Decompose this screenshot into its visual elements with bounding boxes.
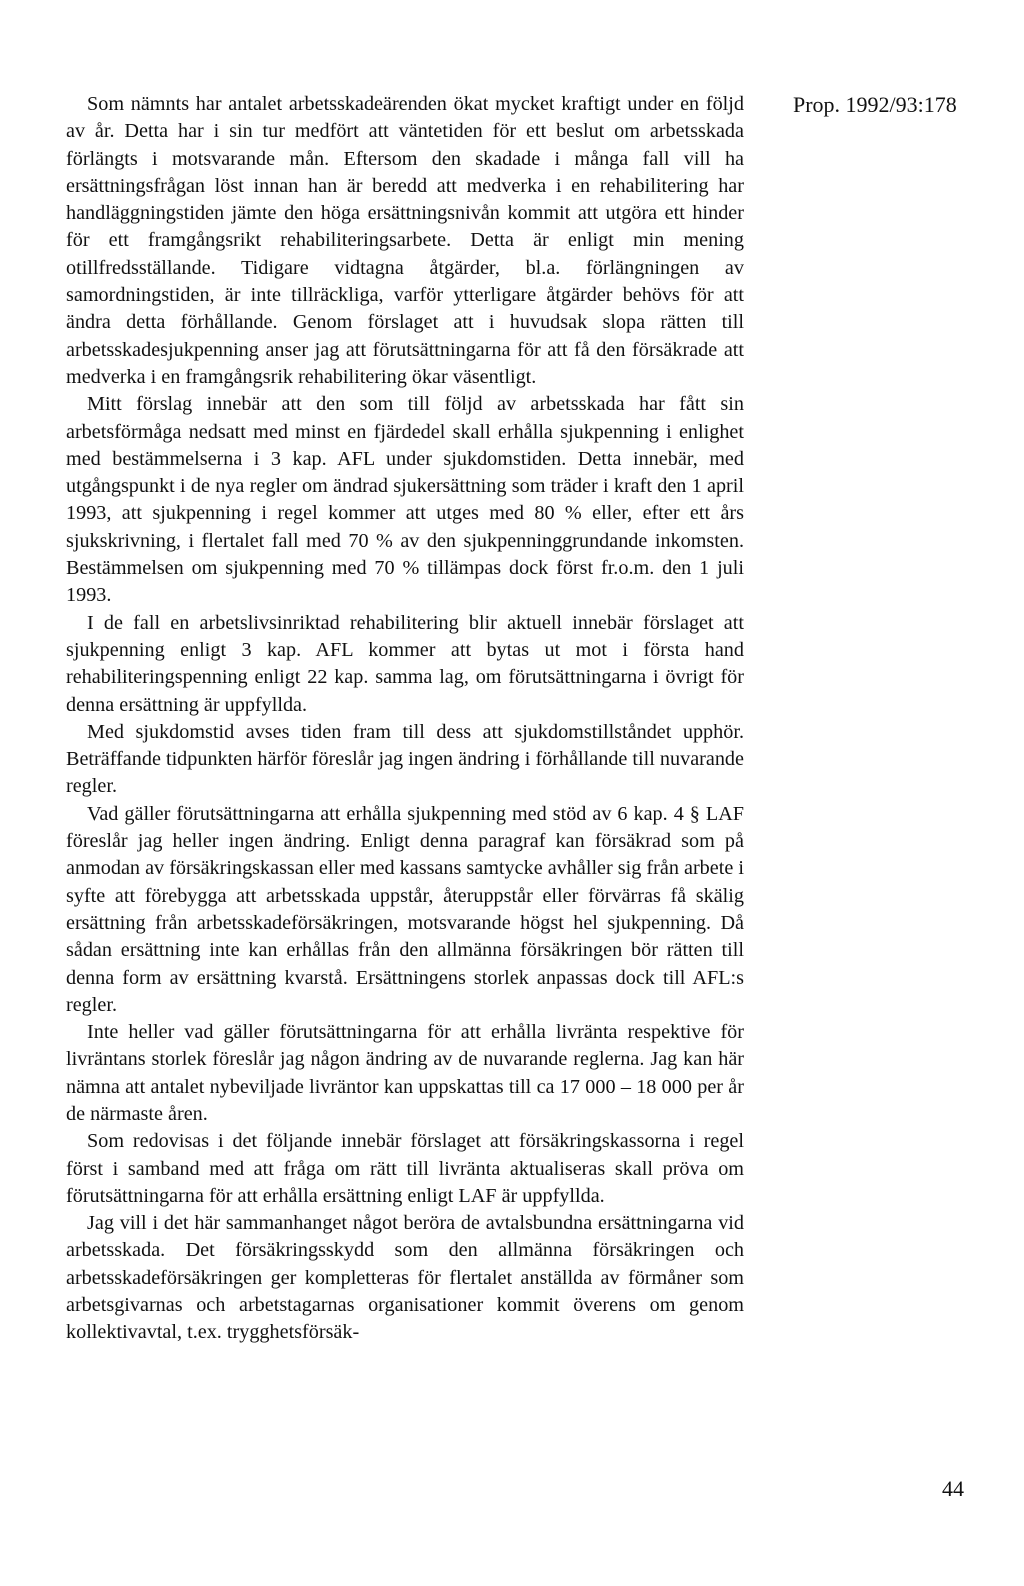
body-text <box>66 91 744 1347</box>
page-number: 44 <box>942 1476 964 1501</box>
proposition-reference: Prop. 1992/93:178 <box>793 92 957 117</box>
paragraph: I de fall en arbetslivsinriktad rehabilitering blir aktuell innebär förslaget att sjukpenning enligt 3 kap. AFL kommer att bytas ut mot i första hand rehabiliteringspenning enligt 22 kap. samma lag, om förutsättningarna i övrigt för denna ersättning är uppfyllda. <box>66 611 744 716</box>
paragraph: Jag vill i det här sammanhanget något beröra de avtalsbundna ersättningarna vid arbetsskada. Det försäkringsskydd som den allmänna försäkringen och arbetsskadeförsäkringen ger kompletteras för flertalet anställda av förmåner som arbetsgivarnas och arbetstagarnas organisationer kommit överens om genom kollektivavtal, t.ex. trygghetsförsäk- <box>66 1212 744 1344</box>
paragraph: Vad gäller förutsättningarna att erhålla sjukpenning med stöd av 6 kap. 4 § LAF föreslår jag heller ingen ändring. Enligt denna paragraf kan försäkrad som på anmodan av försäkringskassan eller med kassans samtycke avhåller sig från arbete i syfte att förebygga att arbetsskada uppstår, återuppstår eller förvärras få skälig ersättning från arbetsskadeförsäkringen, motsvarande högst hel sjukpenning. Då sådan ersättning inte kan erhållas från den allmänna försäkringen bör rätten till denna form av ersättning kvarstå. Ersättningens storlek anpassas dock till AFL:s regler. <box>66 802 744 1016</box>
paragraph: Med sjukdomstid avses tiden fram till dess att sjukdomstillståndet upphör. Beträffande tidpunkten härför föreslår jag ingen ändring i förhållande till nuvarande regler. <box>66 720 744 798</box>
paragraph: Som nämnts har antalet arbetsskadeärenden ökat mycket kraftigt under en följd av år. Detta har i sin tur medfört att väntetiden för ett beslut om arbetsskada förlängts i motsvarande mån. Eftersom den skadade i många fall vill ha ersättningsfrågan löst innan han är beredd att medverka i en rehabilitering har handläggningstiden jämte den höga ersättningsnivån kommit att utgöra ett hinder för ett framgångsrikt rehabiliteringsarbete. Detta är enligt min mening otillfredsställande. Tidigare vidtagna åtgärder, bl.a. förlängningen av samordningstiden, är inte tillräckliga, varför ytterligare åtgärder behövs för att ändra detta förhållande. Genom förslaget att i huvudsak slopa rätten till arbetsskadesjukpenning anser jag att förutsättningarna för att få den försäkrade att medverka i en framgångsrik rehabilitering ökar väsentligt. <box>66 93 744 388</box>
paragraph: Som redovisas i det följande innebär förslaget att försäkringskassorna i regel först i samband med att fråga om rätt till livränta aktualiseras skall pröva om förutsättningarna för att erhålla ersättning enligt LAF är uppfyllda. <box>66 1130 744 1207</box>
paragraph: Mitt förslag innebär att den som till följd av arbetsskada har fått sin arbetsförmåga nedsatt med minst en fjärdedel skall erhålla sjukpenning i enlighet med bestämmelserna i 3 kap. AFL under sjukdomstiden. Detta innebär, med utgångspunkt i de nya regler om ändrad sjukersättning som träder i kraft den 1 april 1993, att sjukpenning i regel kommer att utges med 80 % eller, efter ett års sjukskrivning, i flertalet fall med 70 % av den sjukpenninggrundande inkomsten. Bestämmelsen om sjukpenning med 70 % tillämpas dock först fr.o.m. den 1 juli 1993. <box>66 393 744 607</box>
paragraph: Inte heller vad gäller förutsättningarna för att erhålla livränta respektive för livräntans storlek föreslår jag någon ändring av de nuvarande reglerna. Jag kan här nämna att antalet nybeviljade livräntor kan uppskattas till ca 17 000 – 18 000 per år de närmaste åren. <box>66 1021 744 1125</box>
